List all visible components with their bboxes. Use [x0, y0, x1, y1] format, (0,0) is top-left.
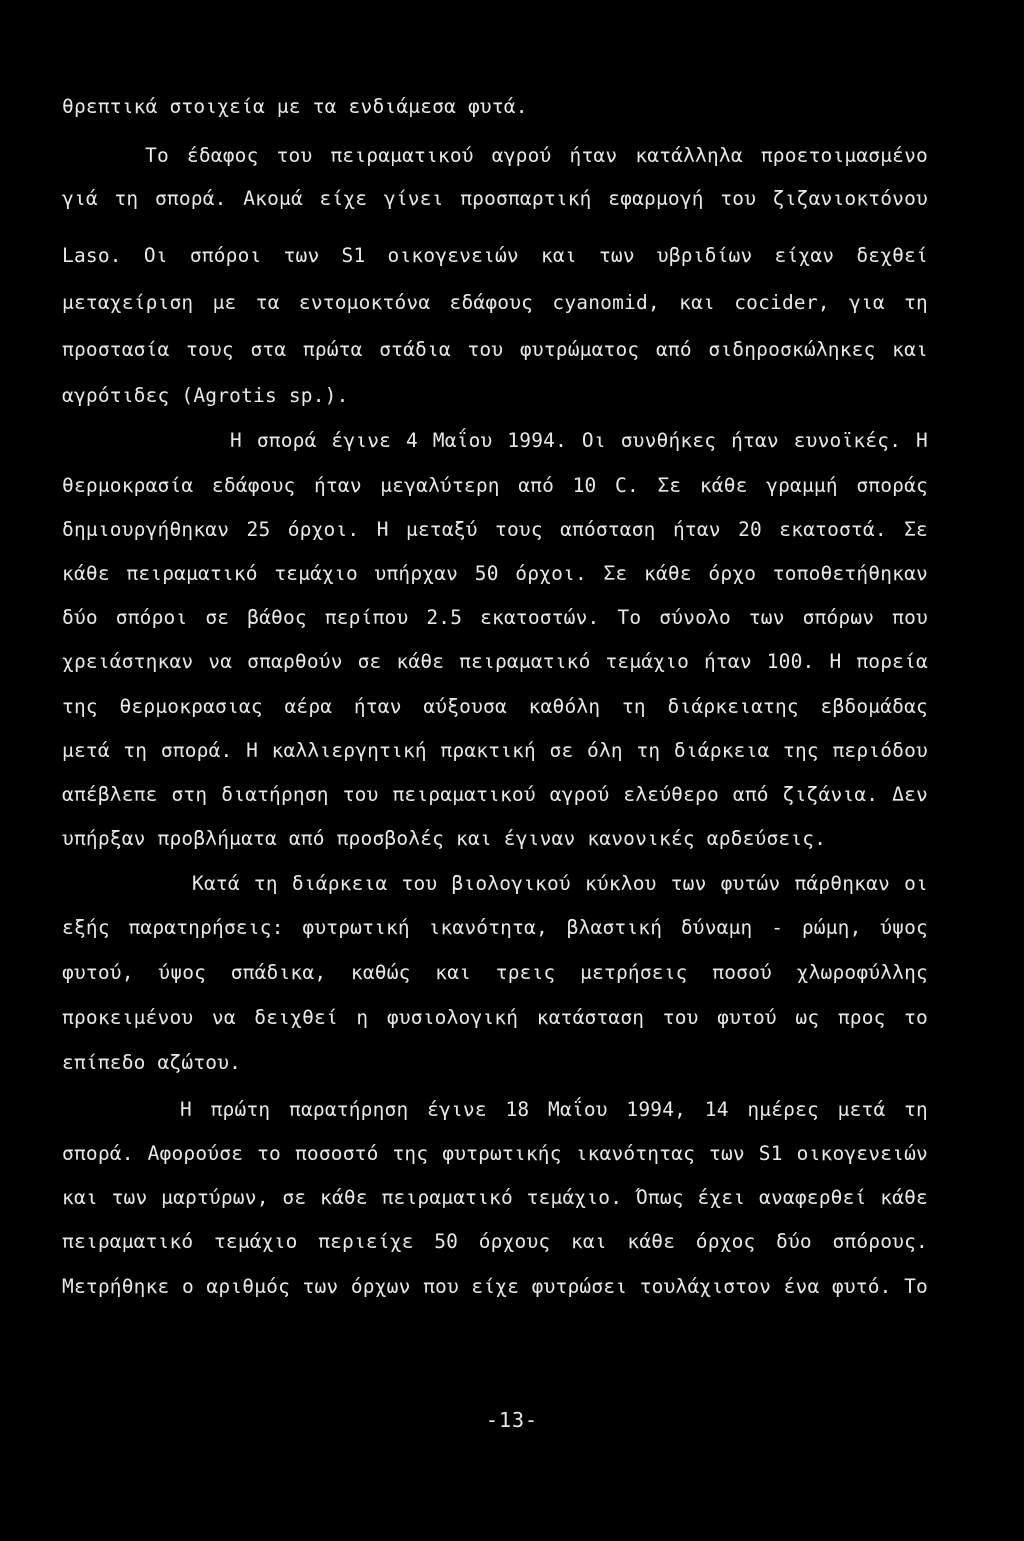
text-line: πειραματικό τεμάχιο περιείχε 50 όρχους και κάθε όρχος δύο σπόρους. — [62, 1230, 928, 1253]
text-line: επίπεδο αζώτου. — [62, 1051, 242, 1074]
text-line: Laso. Οι σπόροι των S1 οικογενειών και των υβριδίων είχαν δεχθεί — [62, 244, 928, 267]
text-line: απέβλεπε στη διατήρηση του πειραματικού αγρού ελεύθερο από ζιζάνια. Δεν — [62, 783, 928, 806]
text-line: γιά τη σπορά. Ακομά είχε γίνει προσπαρτική εφαρμογή του ζιζανιοκτόνου — [62, 187, 928, 210]
text-line: χρειάστηκαν να σπαρθούν σε κάθε πειραματικό τεμάχιο ήταν 100. Η πορεία — [62, 650, 928, 673]
text-line: Κατά τη διάρκεια του βιολογικού κύκλου των φυτών πάρθηκαν οι — [192, 872, 928, 895]
text-line: θερμοκρασία εδάφους ήταν μεγαλύτερη από 10 C. Σε κάθε γραμμή σποράς — [62, 474, 928, 497]
text-line: υπήρξαν προβλήματα από προσβολές και έγιναν κανονικές αρδεύσεις. — [62, 827, 827, 850]
text-line: φυτού, ύψος σπάδικα, καθώς και τρεις μετρήσεις ποσού χλωροφύλλης — [62, 961, 928, 984]
text-line: σπορά. Αφορούσε το ποσοστό της φυτρωτικής ικανότητας των S1 οικογενειών — [62, 1142, 928, 1165]
text-line: Η σπορά έγινε 4 Μαΐου 1994. Οι συνθήκες ήταν ευνοϊκές. Η — [230, 429, 928, 452]
text-line: δημιουργήθηκαν 25 όρχοι. Η μεταξύ τους απόσταση ήταν 20 εκατοστά. Σε — [62, 518, 928, 541]
text-line: προστασία τους στα πρώτα στάδια του φυτρώματος από σιδηροσκώληκες και — [62, 338, 928, 361]
text-line: προκειμένου να δειχθεί η φυσιολογική κατάσταση του φυτού ως προς το — [62, 1006, 928, 1029]
text-line: αγρότιδες (Agrotis sp.). — [62, 384, 349, 407]
text-line: εξής παρατηρήσεις: φυτρωτική ικανότητα, βλαστική δύναμη - ρώμη, ύψος — [62, 916, 928, 939]
text-line: θρεπτικά στοιχεία με τα ενδιάμεσα φυτά. — [62, 95, 528, 118]
text-line: μετά τη σπορά. Η καλλιεργητική πρακτική σε όλη τη διάρκεια της περιόδου — [62, 739, 928, 762]
text-line: Το έδαφος του πειραματικού αγρού ήταν κατάλληλα προετοιμασμένο — [145, 144, 928, 167]
page-number: -13- — [485, 1408, 539, 1432]
text-line: δύο σπόροι σε βάθος περίπου 2.5 εκατοστών. Το σύνολο των σπόρων που — [62, 606, 928, 629]
text-line: κάθε πειραματικό τεμάχιο υπήρχαν 50 όρχοι. Σε κάθε όρχο τοποθετήθηκαν — [62, 562, 928, 585]
text-line: Η πρώτη παρατήρηση έγινε 18 Μαΐου 1994, 14 ημέρες μετά τη — [180, 1098, 928, 1121]
text-line: της θερμοκρασιας αέρα ήταν αύξουσα καθόλη τη διάρκειατης εβδομάδας — [62, 695, 928, 718]
text-line: Μετρήθηκε ο αριθμός των όρχων που είχε φυτρώσει τουλάχιστον ένα φυτό. Το — [62, 1275, 928, 1298]
text-line: μεταχείριση με τα εντομοκτόνα εδάφους cyanomid, και cocider, για τη — [62, 291, 928, 314]
text-line: και των μαρτύρων, σε κάθε πειραματικό τεμάχιο. Όπως έχει αναφερθεί κάθε — [62, 1186, 928, 1209]
